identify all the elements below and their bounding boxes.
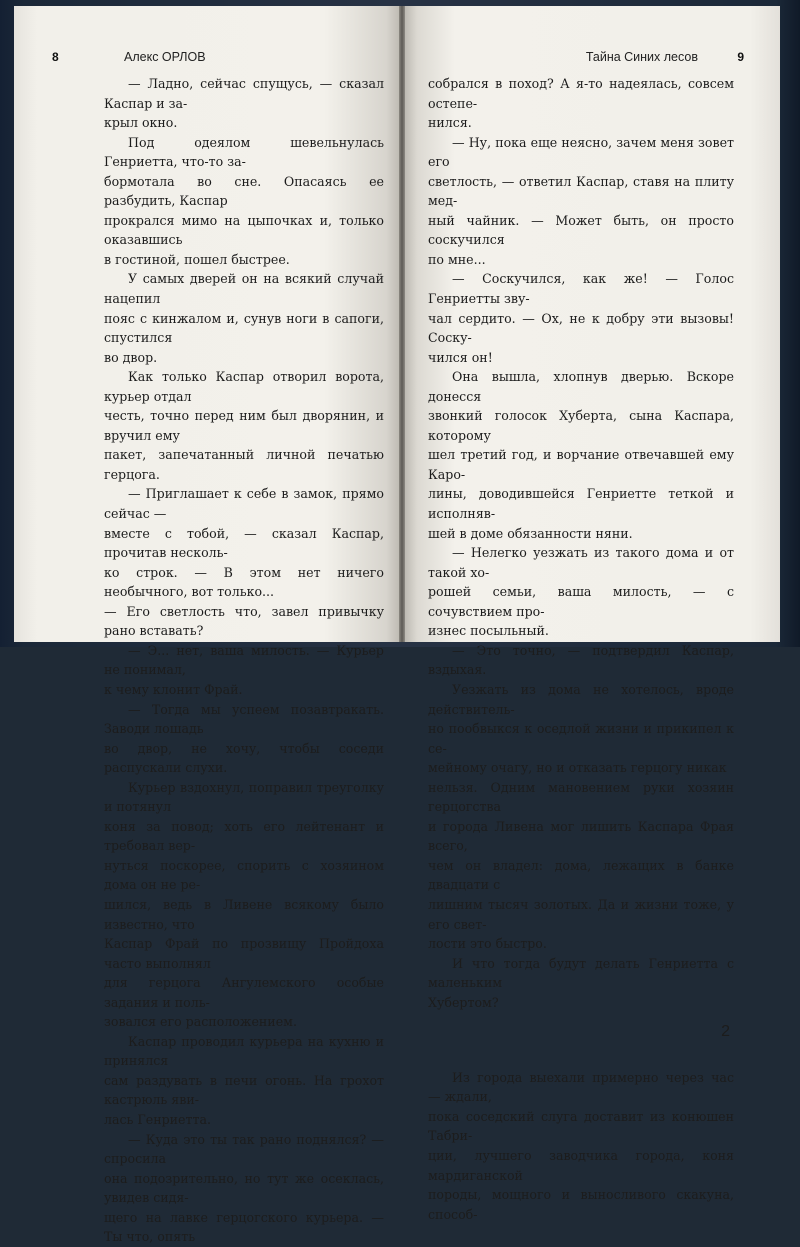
- paragraph: — Э... нет, ваша милость. — Курьер не понимал, к чему клонит Фрай.: [104, 642, 384, 697]
- paragraph: — Куда это ты так рано поднялся? — спросила она подозрительно, но тут же осеклась, увидев сидя- щего на лавке герцогского курьера. — Ты что, опять: [104, 1131, 384, 1245]
- book-gutter: [399, 6, 405, 642]
- paragraph: — Приглашает к себе в замок, прямо сейчас — вместе с тобой, — сказал Каспар, прочитав несколь- ко строк. — В этом нет ничего необычного, вот только... — Его светлость что, завел привычку рано вставать?: [104, 486, 384, 639]
- paragraph: У самых дверей он на всякий случай нацепил пояс с кинжалом и, сунув ноги в сапоги, спустился во двор.: [104, 271, 384, 365]
- paragraph: — Ну, пока еще неясно, зачем меня зовет его светлость, — ответил Каспар, ставя на плиту мед- ный чайник. — Может быть, он просто соскучился по мне...: [428, 134, 734, 267]
- paragraph: Она вышла, хлопнув дверью. Вскоре донесся звонкий голосок Хуберта, сына Каспара, которому шел третий год, и ворчание отвечавшей ему Каро- лины, доводившейся Генриетте теткой и исполняв- шей в доме обязанности няни.: [428, 369, 734, 541]
- paragraph: Курьер вздохнул, поправил треуголку и потянул коня за повод; хоть его лейтенант и требовал вер- нуться поскорее, спорить с хозяином дома он не ре- шился, ведь в Ливене всякому было известно, что Каспар Фрай по прозвищу Пройдоха часто выполнял для герцога Ангулемского особые задания и поль- зовался его расположением.: [104, 779, 384, 1030]
- paragraph: Как только Каспар отворил ворота, курьер отдал честь, точно перед ним был дворянин, и вручил ему пакет, запечатанный личной печатью герцога.: [104, 369, 384, 482]
- right-page-text: [428, 74, 734, 1224]
- left-page: [14, 6, 402, 1245]
- right-page: [402, 6, 780, 1222]
- running-head-title: Тайна Синих лесов: [585, 50, 698, 64]
- page-number-right: 9: [737, 50, 744, 64]
- paragraph-continuation: собрался в поход? А я-то надеялась, совсем остепе- нился.: [428, 76, 734, 131]
- paragraph: — Нелегко уезжать из такого дома и от такой хо- рошей семьи, ваша милость, — с сочувствием про- изнес посыльный.: [428, 545, 734, 639]
- running-head-author: Алекс ОРЛОВ: [124, 50, 206, 64]
- chapter-number: 2: [721, 1023, 730, 1041]
- paragraph: — Соскучился, как же! — Голос Генриетты зву- чал сердито. — Ох, не к добру эти вызовы! Соску- чился он!: [428, 271, 734, 365]
- page-number-left: 8: [52, 50, 59, 64]
- paragraph: И что тогда будут делать Генриетта с маленьким Хубертом?: [428, 955, 734, 1010]
- paragraph: Из города выехали примерно через час — ждали, пока соседский слуга доставит из конюшен Табри- ции, лучшего заводчика города, коня мардиганской породы, мощного и выносливого скакуна, способ-: [428, 1069, 734, 1222]
- paragraph: Под одеялом шевельнулась Генриетта, что-то за- бормотала во сне. Опасаясь ее разбудить, Каспар прокрался мимо на цыпочках и, только оказавшись в гостиной, пошел быстрее.: [104, 134, 384, 267]
- left-page-text: [104, 74, 384, 1247]
- paragraph: — Ладно, сейчас спущусь, — сказал Каспар и за- крыл окно.: [104, 76, 384, 131]
- paragraph: — Тогда мы успеем позавтракать. Заводи лошадь во двор, не хочу, чтобы соседи распускали слухи.: [104, 701, 384, 776]
- paragraph: Уезжать из дома не хотелось, вроде действитель- но пообвыкся к оседлой жизни и прикипел к се- мейному очагу, но и отказать герцогу никак нельзя. Одним мановением руки хозяин герцогства и города Ливена мог лишить Каспара Фрая всего, чем он владел: дома, лежащих в банке двадцати с лишним тысяч золотых. Да и жизни тоже, у его свет- лости это быстро.: [428, 681, 734, 952]
- paragraph: — Это точно, — подтвердил Каспар, вздыхая.: [428, 642, 734, 678]
- paragraph: Каспар проводил курьера на кухню и принялся сам раздувать в печи огонь. На грохот кастрюль яви- лась Генриетта.: [104, 1033, 384, 1127]
